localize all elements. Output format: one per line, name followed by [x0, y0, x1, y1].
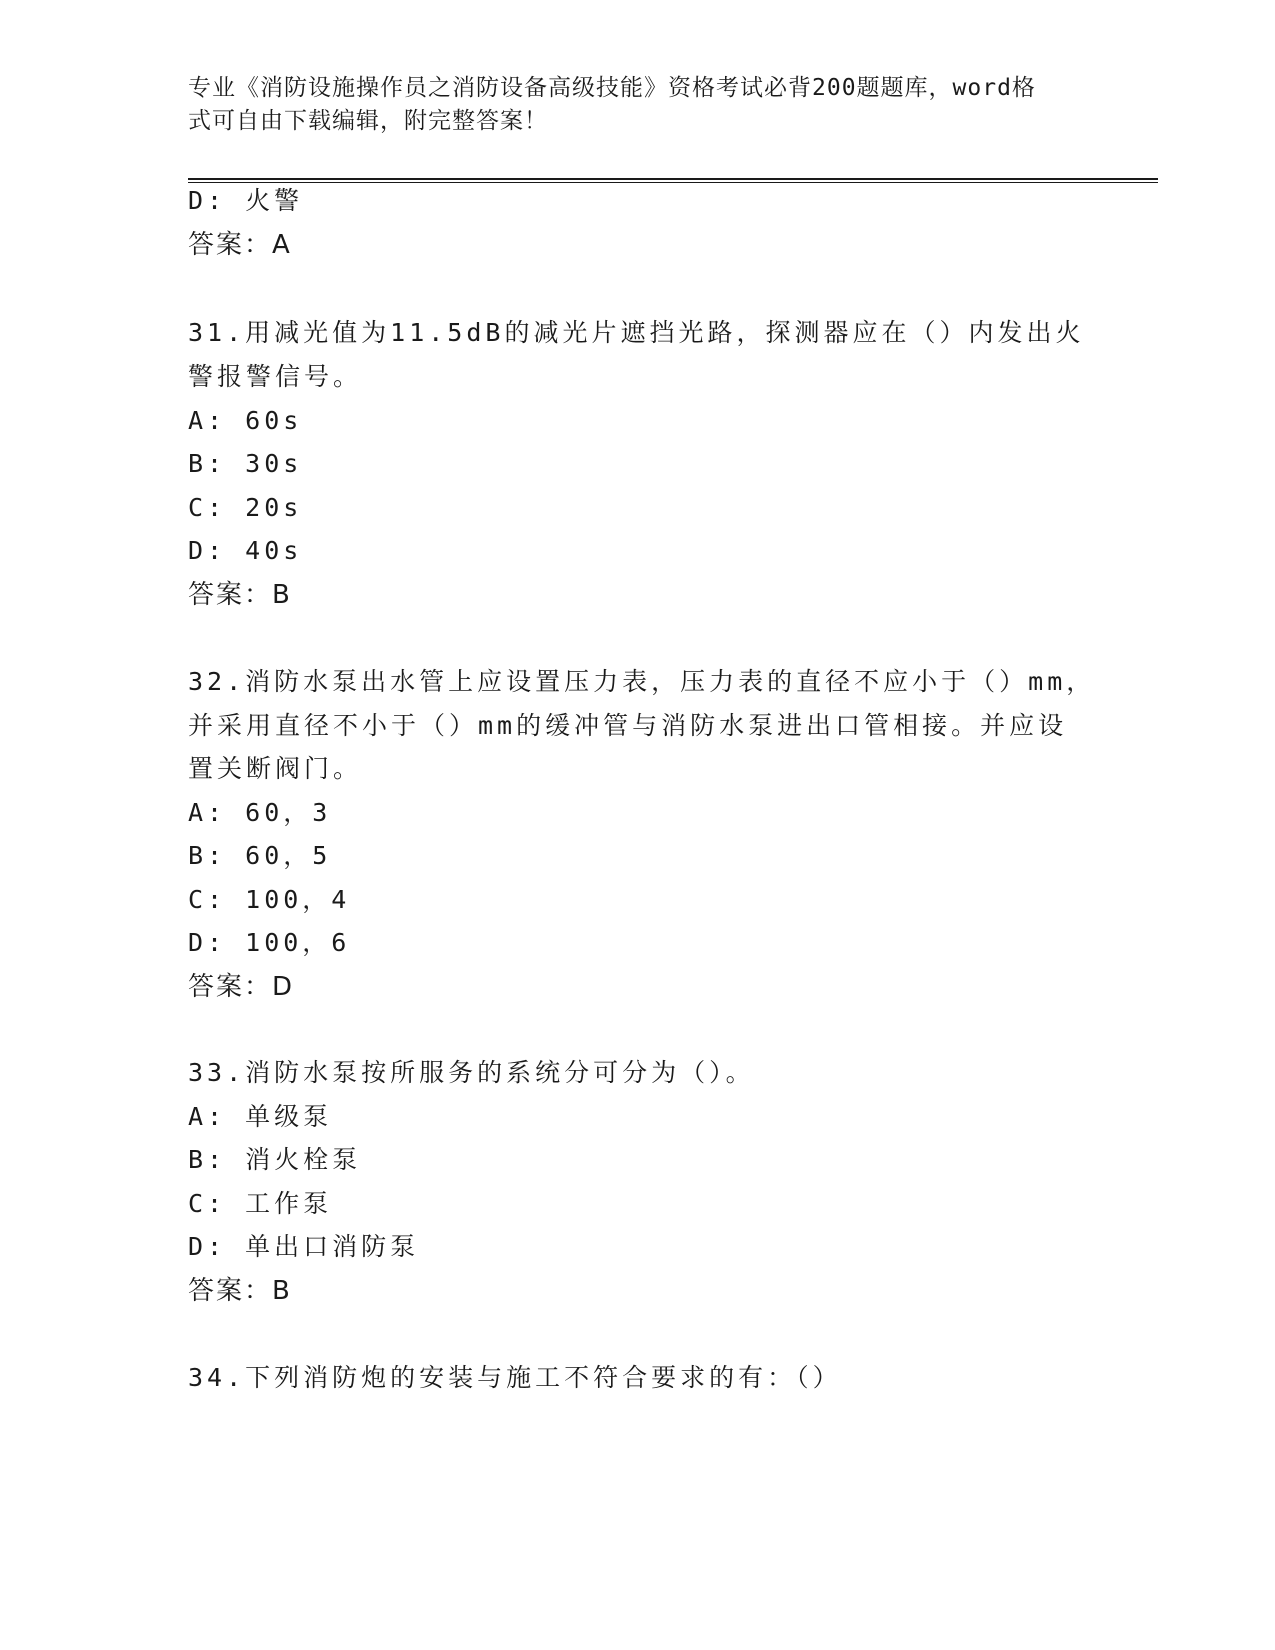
q33-option-b: B: 消火栓泵	[188, 1145, 362, 1174]
q32-stem-line-3: 置关断阀门。	[188, 754, 363, 783]
header-divider	[188, 178, 1158, 180]
q32-option-c: C: 100，4	[188, 885, 351, 914]
q33-option-a: A: 单级泵	[188, 1102, 333, 1131]
q33-option-c: C: 工作泵	[188, 1189, 333, 1218]
q33-option-d: D: 单出口消防泵	[188, 1232, 420, 1261]
q32-option-d: D: 100，6	[188, 928, 351, 957]
q31-option-d: D: 40s	[188, 536, 303, 565]
q32-stem-line-1: 32.消防水泵出水管上应设置压力表，压力表的直径不应小于（）mm，	[188, 667, 1096, 696]
prev-answer: 答案：A	[188, 230, 292, 260]
q33-answer: 答案：B	[188, 1276, 292, 1306]
q32-option-a: A: 60，3	[188, 798, 332, 827]
prev-option-d: D: 火警	[188, 186, 304, 215]
document-header	[188, 72, 1088, 138]
header-line-1: 专业《消防设施操作员之消防设备高级技能》资格考试必背200题题库，word格	[188, 75, 1036, 101]
header-divider-thin	[188, 182, 1158, 183]
q32-stem-line-2: 并采用直径不小于（）mm的缓冲管与消防水泵进出口管相接。并应设	[188, 711, 1068, 740]
q31-option-b: B: 30s	[188, 449, 303, 478]
q31-option-a: A: 60s	[188, 406, 303, 435]
q34-stem-line-1: 34.下列消防炮的安装与施工不符合要求的有：（）	[188, 1363, 842, 1392]
q31-stem-line-1: 31.用减光值为11.5dB的减光片遮挡光路，探测器应在（）内发出火	[188, 318, 1085, 347]
q32-option-b: B: 60，5	[188, 841, 332, 870]
q31-answer: 答案：B	[188, 580, 292, 610]
q31-stem-line-2: 警报警信号。	[188, 362, 363, 391]
q32-answer: 答案：D	[188, 972, 295, 1002]
header-line-2: 式可自由下载编辑，附完整答案！	[188, 108, 548, 134]
q31-option-c: C: 20s	[188, 493, 303, 522]
q33-stem-line-1: 33.消防水泵按所服务的系统分可分为（）。	[188, 1058, 755, 1087]
